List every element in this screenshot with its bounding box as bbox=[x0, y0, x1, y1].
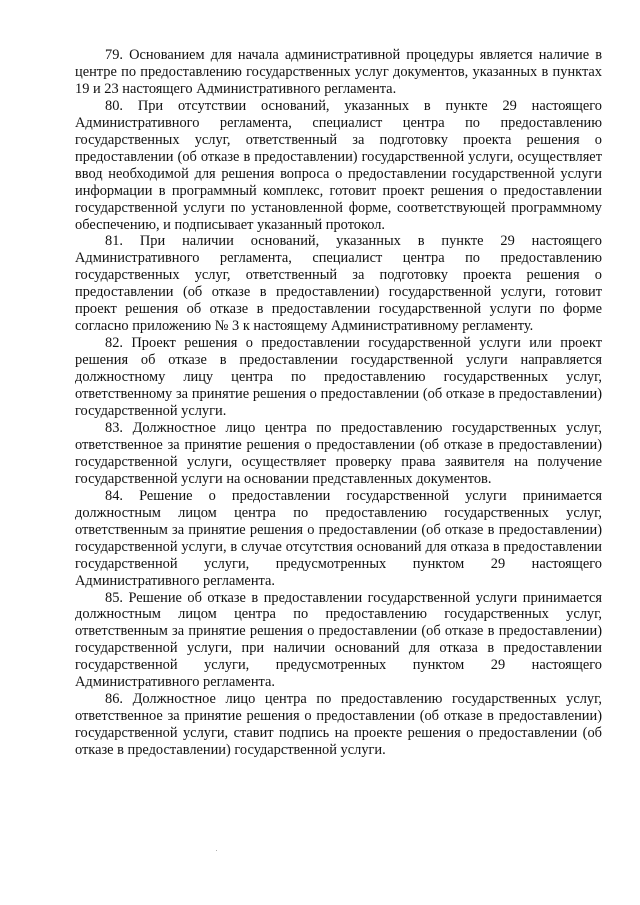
paragraph-83: 83. Должностное лицо центра по предоставлению государственных услуг, ответственное за принятие решения о предоставлении (об отказе в предоставлении) государственной услуги, осуществляет проверку права заявителя на получение государственной услуги на основании представленных документов. bbox=[75, 419, 602, 487]
paragraph-84: 84. Решение о предоставлении государственной услуги принимается должностным лицом центра по предоставлению государственных услуг, ответственным за принятие решения о предоставлении (об отказе в предоставлении) государственной услуги, в случае отсутствия оснований для отказа в предоставлении государственной услуги, предусмотренных пунктом 29 настоящего Административного регламента. bbox=[75, 487, 602, 589]
paragraph-86: 86. Должностное лицо центра по предоставлению государственных услуг, ответственное за принятие решения о предоставлении (об отказе в предоставлении) государственной услуги, ставит подпись на проекте решения о предоставлении (об отказе в предоставлении) государственной услуги. bbox=[75, 691, 602, 759]
document-page bbox=[75, 47, 602, 759]
paragraph-85: 85. Решение об отказе в предоставлении государственной услуги принимается должностным лицом центра по предоставлению государственных услуг, ответственным за принятие решения о предоставлении (об отказе в предоставлении) государственной услуги, при наличии оснований для отказа в предоставлении государственной услуги, предусмотренных пунктом 29 настоящего Административного регламента. bbox=[75, 589, 602, 691]
paragraph-79: 79. Основанием для начала административной процедуры является наличие в центре по предоставлению государственных услуг документов, указанных в пунктах 19 и 23 настоящего Административного регламента. bbox=[75, 47, 602, 97]
paragraph-82: 82. Проект решения о предоставлении государственной услуги или проект решения об отказе в предоставлении государственной услуги направляется должностному лицу центра по предоставлению государственных услуг, ответственному за принятие решения о предоставлении (об отказе в предоставлении) государственной услуги. bbox=[75, 335, 602, 420]
paragraph-80: 80. При отсутствии оснований, указанных в пункте 29 настоящего Административного регламента, специалист центра по предоставлению государственных услуг, ответственный за подготовку проекта решения о предоставлении (об отказе в предоставлении) государственной услуги, осуществляет ввод необходимой для решения вопроса о предоставлении государственной услуги информации в программный комплекс, готовит проект решения о предоставлении государственной услуги по установленной форме, соответствующей программному обеспечению, и подписывает указанный протокол. bbox=[75, 97, 602, 233]
paragraph-81: 81. При наличии оснований, указанных в пункте 29 настоящего Административного регламента, специалист центра по предоставлению государственных услуг, ответственный за подготовку проекта решения о предоставлении (об отказе в предоставлении) государственной услуги, готовит проект решения об отказе в предоставлении государственной услуги по форме согласно приложению № 3 к настоящему Административному регламенту. bbox=[75, 233, 602, 335]
scan-artifact-dot bbox=[216, 850, 217, 851]
